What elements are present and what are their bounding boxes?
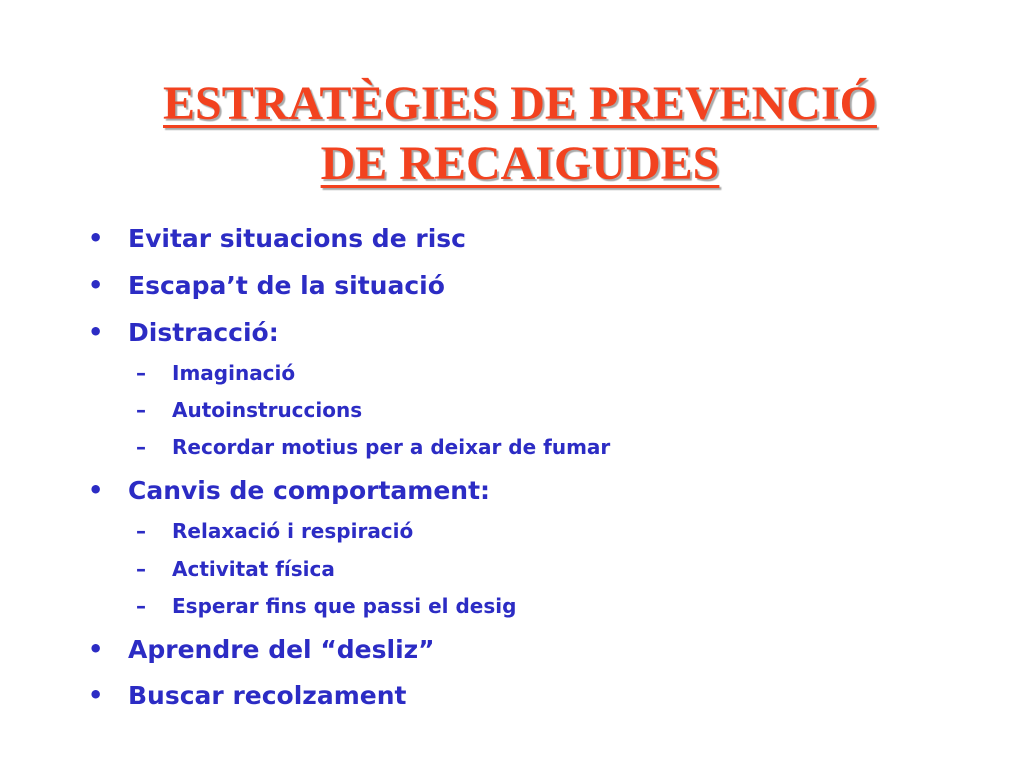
sub-bullet-item <box>88 436 610 458</box>
sub-bullet-marker: – <box>136 557 146 581</box>
sub-bullet-text: Relaxació i respiració <box>172 519 414 543</box>
bullet-text: Escapa’t de la situació <box>128 271 445 300</box>
bullet-item <box>88 637 610 662</box>
slide-title-line-2: DE RECAIGUDES <box>320 137 720 190</box>
sub-bullet-marker: – <box>136 435 146 459</box>
sub-bullet-marker: – <box>136 594 146 618</box>
sub-bullet-marker: – <box>136 519 146 543</box>
bullet-text: Canvis de comportament: <box>128 476 491 505</box>
bullet-item <box>88 478 610 503</box>
bullet-item <box>88 683 610 708</box>
bullet-text: Distracció: <box>128 318 279 347</box>
sub-bullet-text: Esperar fins que passi el desig <box>172 594 517 618</box>
sub-bullet-marker: – <box>136 398 146 422</box>
bullet-marker: • <box>88 224 104 252</box>
sub-bullet-text: Autoinstruccions <box>172 398 363 422</box>
sub-bullet-item <box>88 558 610 580</box>
sub-bullet-item <box>88 399 610 421</box>
sub-bullet-item <box>88 595 610 617</box>
bullet-text: Buscar recolzament <box>128 681 407 710</box>
slide-title <box>60 74 980 194</box>
sub-bullet-text: Recordar motius per a deixar de fumar <box>172 435 611 459</box>
sub-bullet-item <box>88 362 610 384</box>
sub-bullet-text: Imaginació <box>172 361 296 385</box>
sub-bullet-marker: – <box>136 361 146 385</box>
bullet-marker: • <box>88 318 104 346</box>
sub-bullet-item <box>88 520 610 542</box>
bullet-marker: • <box>88 681 104 709</box>
bullet-marker: • <box>88 476 104 504</box>
bullet-marker: • <box>88 271 104 299</box>
bullet-marker: • <box>88 635 104 663</box>
bullet-item <box>88 226 610 251</box>
slide-title-line-1: ESTRATÈGIES DE PREVENCIÓ <box>163 77 877 130</box>
bullet-text: Aprendre del “desliz” <box>128 635 435 664</box>
bullet-list <box>88 226 610 708</box>
bullet-text: Evitar situacions de risc <box>128 224 466 253</box>
sub-bullet-text: Activitat física <box>172 557 335 581</box>
bullet-item <box>88 320 610 345</box>
bullet-item <box>88 273 610 298</box>
